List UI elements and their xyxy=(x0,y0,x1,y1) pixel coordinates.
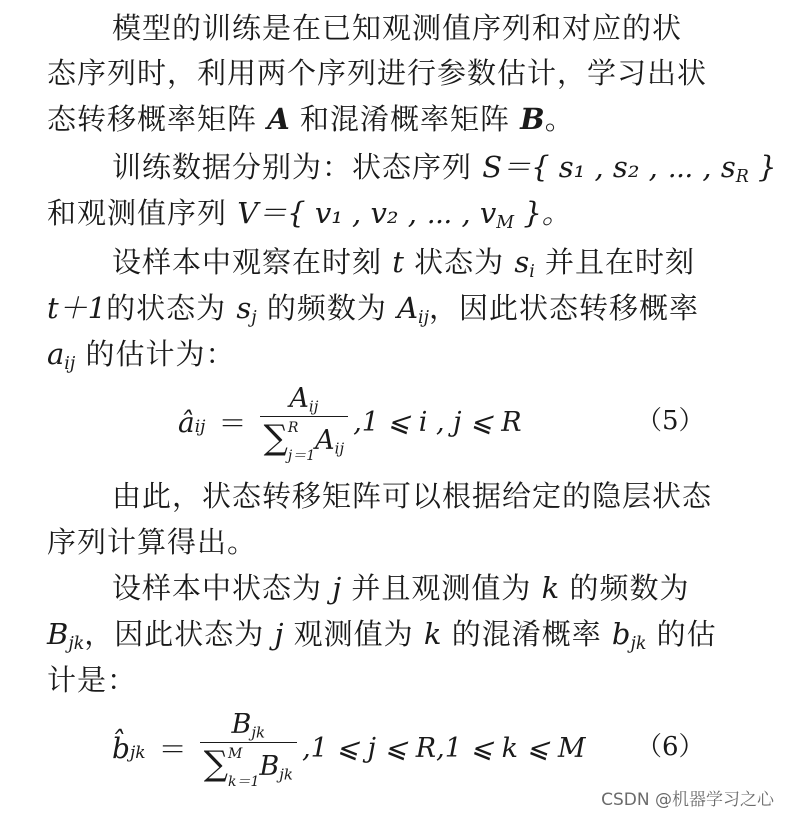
text-span: 状态为 xyxy=(403,245,515,279)
math-t-plus-1: t＋1 xyxy=(47,291,107,325)
math-B: B xyxy=(47,617,69,651)
eq6-equals: ＝ xyxy=(158,733,187,767)
p1-line3 xyxy=(47,97,697,141)
p2-line2 xyxy=(47,191,697,235)
math-t: t xyxy=(392,245,404,279)
p1-line2: 态序列时，利用两个序列进行参数估计，学习出状 xyxy=(47,56,708,90)
eq5-numerator xyxy=(260,382,348,416)
eq5-equals: ＝ xyxy=(218,407,247,441)
matrix-a-symbol: A xyxy=(267,102,290,136)
eq6-num-B: B xyxy=(231,709,252,740)
p5-line3: 计是： xyxy=(47,663,138,697)
subscript: i xyxy=(529,262,535,283)
eq6-den-B: B xyxy=(259,751,280,782)
eq5-lhs-sub: ij xyxy=(194,416,206,437)
text-span: 并且观测值为 xyxy=(341,571,542,605)
eq6-den-sub: jk xyxy=(279,765,293,784)
text-span: 的频数为 xyxy=(256,291,398,325)
sum-icon: ∑ xyxy=(263,418,288,458)
subscript: ij xyxy=(418,308,429,329)
state-set-end: } xyxy=(748,150,777,184)
observation-set: V＝{ v₁ , v₂ , ⋯ , v xyxy=(237,196,497,230)
text-span: 的状态为 xyxy=(106,291,237,325)
math-a: a xyxy=(47,337,65,371)
observation-set-end: }。 xyxy=(514,196,571,230)
equation-5 xyxy=(178,382,522,463)
eq5-num-sub: ij xyxy=(308,397,319,416)
p4-line2: 序列计算得出。 xyxy=(47,525,258,559)
text-span: 设样本中状态为 xyxy=(112,571,333,605)
math-s: s xyxy=(514,245,530,279)
matrix-b-symbol: B xyxy=(520,102,545,136)
text-span: 观测值为 xyxy=(283,617,424,651)
math-j: j xyxy=(332,571,342,605)
p5-line2 xyxy=(47,612,717,656)
eq6-condition: ,1 ⩽ j ⩽ R,1 ⩽ k ⩽ M xyxy=(302,732,586,764)
eq5-num-A: A xyxy=(289,383,309,414)
text-span: ，因此状态为 xyxy=(84,617,275,651)
equation-6 xyxy=(112,708,585,789)
eq5-sum-sub: j＝1 xyxy=(287,447,316,464)
text-span: 和混淆概率矩阵 xyxy=(289,102,521,136)
eq6-numerator xyxy=(200,708,297,742)
text-span: 训练数据分别为：状态序列 xyxy=(112,150,483,184)
math-s: s xyxy=(236,291,252,325)
eq6-fraction xyxy=(200,708,297,789)
state-set: S＝{ s₁ , s₂ , ⋯ , s xyxy=(482,150,736,184)
math-b: b xyxy=(611,617,631,651)
text-span: 和观测值序列 xyxy=(47,196,238,230)
watermark: CSDN @机器学习之心 xyxy=(601,790,774,810)
eq6-denominator xyxy=(200,742,297,789)
math-j: j xyxy=(274,617,284,651)
eq5-condition: ,1 ⩽ i , j ⩽ R xyxy=(353,406,522,438)
subscript: jk xyxy=(630,634,647,655)
subscript: M xyxy=(496,213,515,234)
p3-line2 xyxy=(47,286,697,330)
text-span: 的估 xyxy=(646,617,717,651)
text-span: 的频数为 xyxy=(559,571,690,605)
p4-line1: 由此，状态转移矩阵可以根据给定的隐层状态 xyxy=(112,479,713,513)
subscript: j xyxy=(251,308,257,329)
eq5-den-A: A xyxy=(315,425,335,456)
eq5-lhs: â xyxy=(178,405,195,439)
eq6-sum-sup: M xyxy=(228,745,243,762)
text-span: 。 xyxy=(544,102,575,136)
subscript: R xyxy=(735,167,749,188)
eq6-lhs-sub: jk xyxy=(129,742,146,763)
text-span: 的估计为： xyxy=(75,337,236,371)
text-span: 态转移概率矩阵 xyxy=(47,102,268,136)
subscript: ij xyxy=(64,354,76,375)
p3-line3 xyxy=(47,332,697,376)
eq5-denominator xyxy=(260,416,348,463)
eq5-number: （5） xyxy=(636,406,705,436)
text-span: 并且在时刻 xyxy=(534,245,695,279)
eq5-den-sub: ij xyxy=(334,439,345,458)
eq6-sum-sub: k＝1 xyxy=(228,773,260,790)
math-A: A xyxy=(397,291,419,325)
math-k: k xyxy=(423,617,442,651)
eq6-lhs: b̂ xyxy=(112,731,130,765)
math-k: k xyxy=(541,571,560,605)
eq6-number: （6） xyxy=(636,732,705,762)
p2-line1 xyxy=(112,145,777,189)
text-span: 的混淆概率 xyxy=(441,617,612,651)
p1-line1: 模型的训练是在已知观测值序列和对应的状 xyxy=(112,11,683,45)
p5-line1 xyxy=(112,566,697,610)
sum-icon: ∑ xyxy=(203,744,228,784)
text-span: 设样本中观察在时刻 xyxy=(112,245,393,279)
eq6-num-sub: jk xyxy=(251,723,266,742)
p3-line1 xyxy=(112,240,697,284)
subscript: jk xyxy=(68,634,85,655)
text-span: ，因此状态转移概率 xyxy=(428,291,699,325)
eq5-fraction xyxy=(260,382,348,463)
eq5-sum-sup: R xyxy=(287,419,299,436)
